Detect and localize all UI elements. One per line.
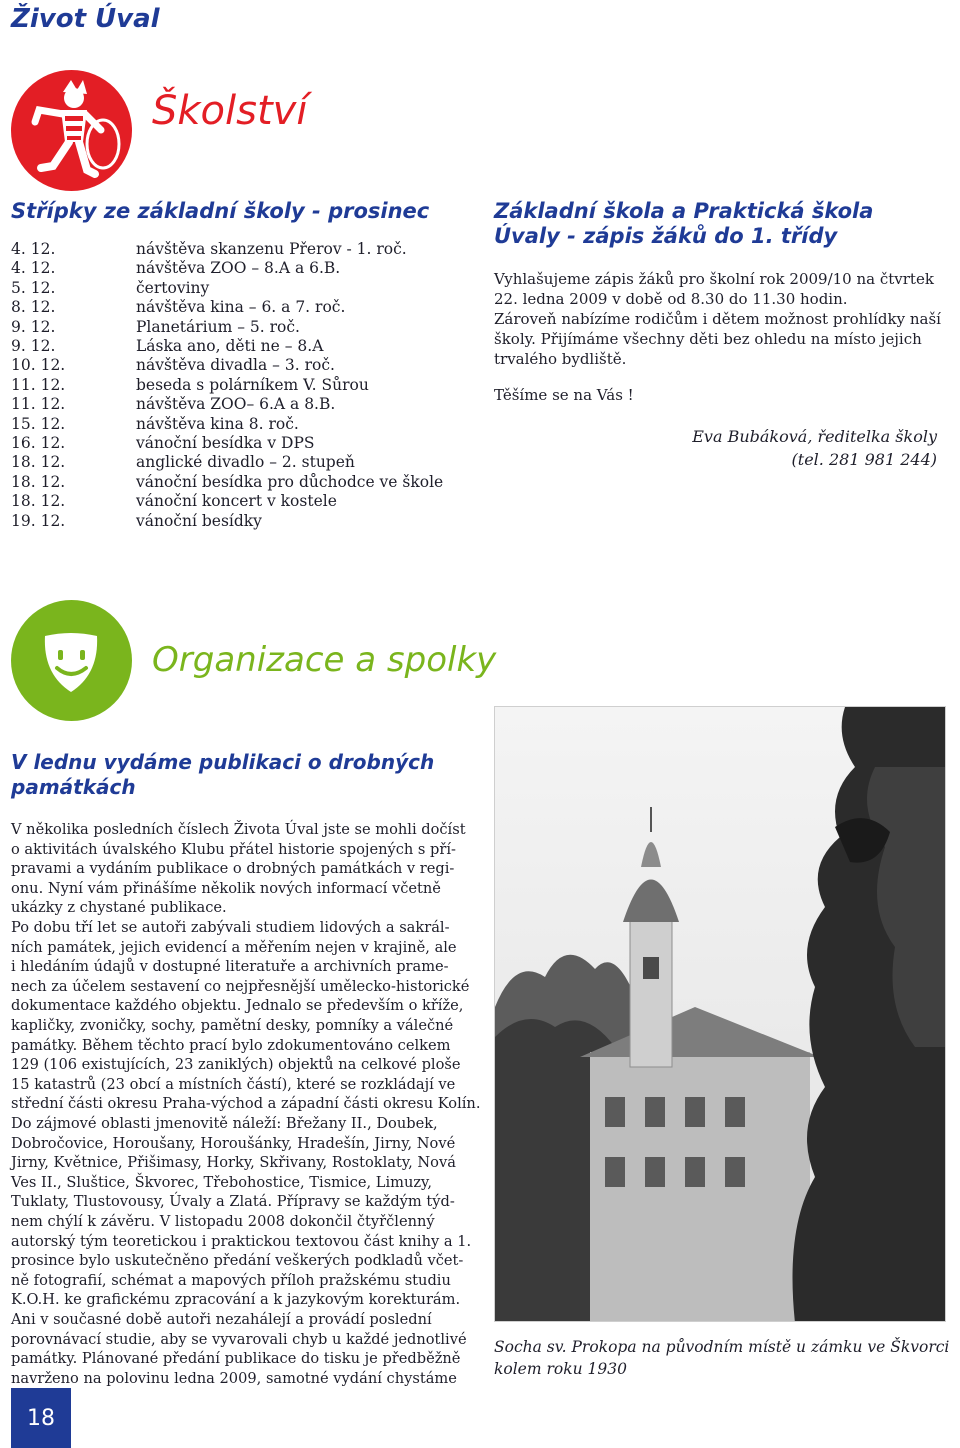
- event-text: návštěva divadla – 3. roč.: [136, 356, 335, 375]
- event-text: vánoční besídky: [136, 511, 262, 530]
- article-line: ně fotografií, schémat a mapových příloh pražskému studiu: [11, 1271, 451, 1289]
- event-date: 9. 12.: [11, 317, 56, 336]
- event-text: čertoviny: [136, 278, 210, 297]
- event-date: 5. 12.: [11, 278, 56, 297]
- enrollment-text-line: Vyhlašujeme zápis žáků pro školní rok 2009/10 na čtvrtek: [494, 270, 934, 288]
- article-line: ních památek, jejich evidencí a měřením nejen v krajině, ale: [11, 938, 457, 956]
- enrollment-closing: Těšíme se na Vás !: [494, 386, 634, 404]
- article-heading: V lednu vydáme publikaci o drobných památkách: [11, 750, 435, 799]
- enrollment-text-line: 22. ledna 2009 v době od 8.30 do 11.30 hodin.: [494, 290, 848, 308]
- event-text: Láska ano, děti ne – 8.A: [136, 337, 324, 355]
- article-line: dokumentace každého objektu. Jednalo se především o kříže,: [11, 997, 464, 1015]
- article-line: památky. Během těchto prací bylo zdokumentováno celkem: [11, 1036, 451, 1054]
- article-line: Jirny, Květnice, Přišimasy, Horky, Skřivany, Rostoklaty, Nová: [11, 1154, 456, 1172]
- signature: Eva Bubáková, ředitelka školy: [692, 427, 937, 446]
- event-date: 11. 12.: [11, 375, 66, 394]
- event-date: 8. 12.: [11, 298, 56, 317]
- enrollment-text-line: Zároveň nabízíme rodičům i dětem možnost prohlídky naší: [494, 310, 941, 328]
- article-line: 15 katastrů (23 obcí a místních částí), které se rozkládají ve: [11, 1075, 456, 1093]
- article-line: kapličky, zvoničky, sochy, pamětní desky, pomníky a válečné: [11, 1017, 454, 1034]
- event-text: návštěva kina – 6. a 7. roč.: [136, 298, 346, 317]
- enrollment-text-line: trvalého bydliště.: [494, 350, 627, 368]
- event-date: 4. 12.: [11, 240, 56, 258]
- article-line: střední části okresu Praha-východ a západní části okresu Kolín.: [11, 1095, 481, 1113]
- article-line: 129 (106 existujících, 23 zaniklých) objektů na celkové ploše: [11, 1056, 461, 1074]
- article-line: Ves II., Sluštice, Škvorec, Třebohostice, Tismice, Limuzy,: [11, 1173, 433, 1191]
- event-text: vánoční besídka v DPS: [136, 434, 315, 452]
- article-line: ukázky z chystané publikace.: [11, 899, 227, 917]
- event-text: beseda s polárníkem V. Sůrou: [136, 375, 369, 394]
- event-date: 11. 12.: [11, 395, 66, 414]
- article-line: prosince bylo uskutečněno předání veškerých podkladů včet-: [11, 1252, 464, 1270]
- event-text: vánoční koncert v kostele: [136, 492, 337, 511]
- enrollment-text-line: školy. Přijímáme všechny děti bez ohledu na místo jejich: [494, 330, 922, 348]
- event-text: vánoční besídka pro důchodce ve škole: [136, 472, 444, 491]
- article-line: Ani v současné době autoři nezahálejí a provádí poslední: [11, 1311, 432, 1328]
- article-line: památky. Plánované předání publikace do tisku je předběžně: [11, 1350, 461, 1368]
- event-date: 18. 12.: [11, 472, 66, 491]
- event-date: 18. 12.: [11, 492, 66, 511]
- article-line: Dobročovice, Horoušany, Horoušánky, Hradešín, Jirny, Nové: [11, 1134, 456, 1152]
- article-line: Po dobu tří let se autoři zabývali studiem lidových a sakrál-: [11, 919, 450, 936]
- article-line: Tuklaty, Tlustovousy, Úvaly a Zlatá. Přípravy se každým týd-: [11, 1193, 455, 1211]
- event-date: 4. 12.: [11, 259, 56, 278]
- event-date: 19. 12.: [11, 511, 66, 530]
- event-text: návštěva skanzenu Přerov - 1. roč.: [136, 240, 407, 258]
- smiling-mask-logo-icon: [11, 600, 132, 721]
- event-date: 18. 12.: [11, 453, 66, 472]
- article-line: nech za účelem sestavení co nejpřesnější umělecko-historické: [11, 977, 470, 995]
- event-date: 9. 12.: [11, 337, 56, 355]
- article-line: K.O.H. ke grafickému zpracování a k jazykovým korekturám.: [11, 1291, 461, 1309]
- event-text: návštěva ZOO– 6.A a 8.B.: [136, 395, 336, 414]
- event-date: 15. 12.: [11, 414, 66, 433]
- event-text: anglické divadlo – 2. stupeň: [136, 453, 355, 472]
- article-line: Do zájmové oblasti jmenovitě náleží: Břežany II., Doubek,: [11, 1115, 438, 1132]
- news-heading: Střípky ze základní školy - prosinec: [11, 199, 430, 223]
- event-text: návštěva ZOO – 8.A a 6.B.: [136, 259, 341, 278]
- event-date: 16. 12.: [11, 434, 66, 452]
- article-line: navrženo na polovinu ledna 2009, samotné vydání chystáme: [11, 1369, 457, 1387]
- section-title-organizations: Organizace a spolky: [152, 640, 497, 680]
- article-line: porovnávací studie, aby se vyvarovali chyb u každé jednotlivé: [11, 1330, 467, 1348]
- page-number: 18: [11, 1388, 71, 1448]
- statue-photo: [494, 706, 946, 1322]
- article-line: autorský tým teoretickou i praktickou textovou část knihy a 1.: [11, 1232, 472, 1250]
- event-text: Planetárium – 5. roč.: [136, 317, 300, 336]
- signature-phone: (tel. 281 981 244): [791, 450, 937, 469]
- article-line: nem chýlí k závěru. V listopadu 2008 dokončil čtyřčlenný: [11, 1213, 435, 1230]
- section-title-school: Školství: [152, 88, 308, 134]
- photo-caption: Socha sv. Prokopa na původním místě u zámku ve Škvorci kolem roku 1930: [494, 1338, 950, 1378]
- article-line: V několika posledních číslech Života Úval jste se mohli dočíst: [11, 821, 466, 838]
- article-line: onu. Nyní vám přinášíme několik nových informací včetně: [11, 879, 441, 897]
- article-line: i hledáním údajů v dostupné literatuře a archivních prame-: [11, 958, 449, 976]
- event-text: návštěva kina 8. roč.: [136, 414, 299, 433]
- juggler-logo-icon: [11, 70, 132, 191]
- article-line: pravami a vydáním publikace o drobných památkách v regi-: [11, 860, 455, 878]
- article-line: o aktivitách úvalského Klubu přátel historie spojených s pří-: [11, 840, 456, 858]
- enrollment-heading: Základní škola a Praktická škola Úvaly - zápis žáků do 1. třídy: [494, 199, 874, 248]
- event-date: 10. 12.: [11, 356, 66, 375]
- magazine-title: Život Úval: [11, 4, 160, 34]
